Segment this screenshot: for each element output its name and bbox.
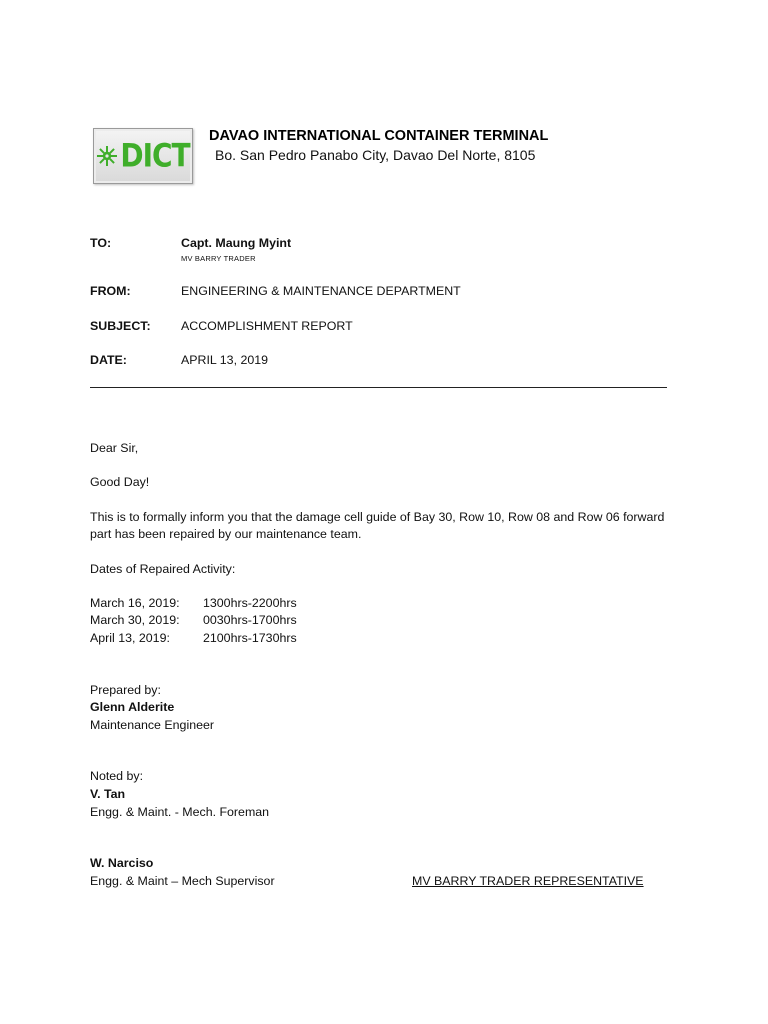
body-paragraph-line-2: part has been repaired by our maintenance team. bbox=[90, 527, 362, 541]
date-value: APRIL 13, 2019 bbox=[181, 353, 269, 367]
noted-by-name: V. Tan bbox=[90, 787, 126, 801]
logo-mark bbox=[96, 136, 190, 175]
activity-time: 2100hrs-1730hrs bbox=[203, 631, 297, 645]
from-value: ENGINEERING & MAINTENANCE DEPARTMENT bbox=[181, 284, 461, 298]
to-vessel: MV BARRY TRADER bbox=[181, 254, 256, 263]
activity-time: 0030hrs-1700hrs bbox=[203, 613, 297, 627]
prepared-by-name: Glenn Alderite bbox=[90, 700, 175, 714]
company-name: DAVAO INTERNATIONAL CONTAINER TERMINAL bbox=[209, 128, 549, 144]
activity-date: April 13, 2019: bbox=[90, 631, 170, 645]
supervisor-title: Engg. & Maint – Mech Supervisor bbox=[90, 874, 275, 888]
noted-by-label: Noted by: bbox=[90, 769, 144, 783]
gear-icon bbox=[96, 145, 118, 167]
greeting: Good Day! bbox=[90, 475, 150, 489]
subject-value: ACCOMPLISHMENT REPORT bbox=[181, 319, 353, 333]
activity-time: 1300hrs-2200hrs bbox=[203, 596, 297, 610]
to-label: TO: bbox=[90, 236, 112, 250]
prepared-by-title: Maintenance Engineer bbox=[90, 718, 214, 732]
header-divider bbox=[90, 387, 667, 388]
prepared-by-label: Prepared by: bbox=[90, 683, 161, 697]
body-paragraph-line-1: This is to formally inform you that the damage cell guide of Bay 30, Row 10, Row 08 and Row 06 forward bbox=[90, 510, 665, 524]
to-name: Capt. Maung Myint bbox=[181, 236, 292, 250]
salutation: Dear Sir, bbox=[90, 441, 139, 455]
activity-date: March 16, 2019: bbox=[90, 596, 180, 610]
date-label: DATE: bbox=[90, 353, 127, 367]
supervisor-name: W. Narciso bbox=[90, 856, 154, 870]
from-label: FROM: bbox=[90, 284, 131, 298]
noted-by-title: Engg. & Maint. - Mech. Foreman bbox=[90, 805, 270, 819]
subject-label: SUBJECT: bbox=[90, 319, 151, 333]
company-address: Bo. San Pedro Panabo City, Davao Del Norte, 8105 bbox=[215, 147, 536, 163]
representative-signature-line: MV BARRY TRADER REPRESENTATIVE bbox=[412, 874, 644, 888]
dates-heading: Dates of Repaired Activity: bbox=[90, 562, 236, 576]
company-logo bbox=[93, 128, 193, 184]
logo-text: DICT bbox=[120, 136, 190, 175]
activity-date: March 30, 2019: bbox=[90, 613, 180, 627]
